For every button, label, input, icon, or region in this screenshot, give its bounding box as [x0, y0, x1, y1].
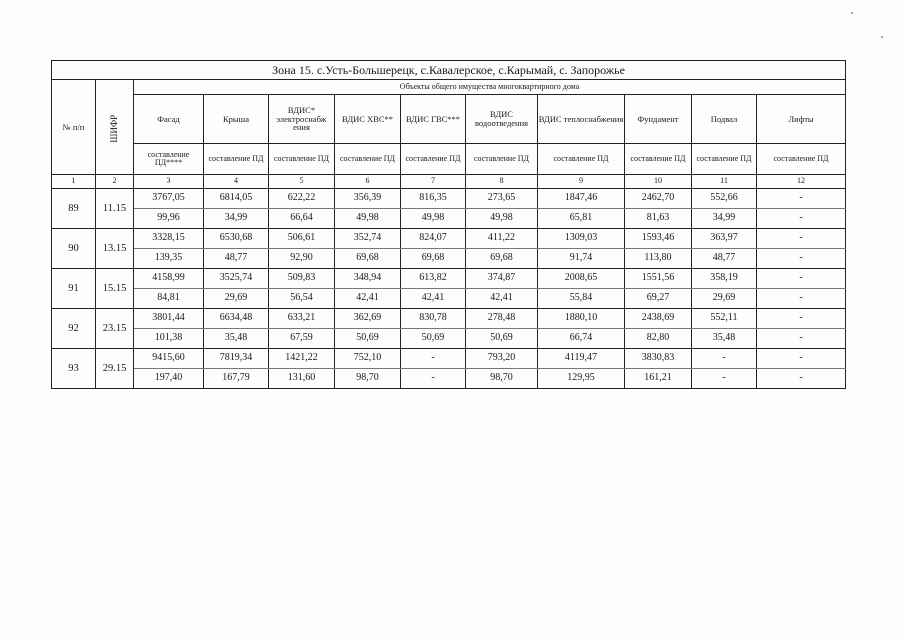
row-number: 92	[52, 309, 96, 349]
design-value: -	[757, 249, 846, 269]
cost-value: 1880,10	[538, 309, 625, 329]
cost-value: 352,74	[335, 229, 401, 249]
design-value: -	[757, 289, 846, 309]
design-value: 92,90	[269, 249, 335, 269]
design-value: 69,68	[335, 249, 401, 269]
design-value: -	[757, 369, 846, 389]
design-value: 131,60	[269, 369, 335, 389]
cost-value: 1847,46	[538, 189, 625, 209]
cost-value: 2438,69	[625, 309, 692, 329]
design-value: 98,70	[335, 369, 401, 389]
column-subheader: составление ПД****	[134, 144, 204, 175]
cost-value: -	[757, 309, 846, 329]
design-value: 50,69	[466, 329, 538, 349]
column-index: 9	[538, 175, 625, 189]
cost-value: 374,87	[466, 269, 538, 289]
table-title: Зона 15. с.Усть-Большерецк, с.Кавалерское, с.Карымай, с. Запорожье	[52, 61, 846, 80]
cost-value: 363,97	[692, 229, 757, 249]
design-value: 56,54	[269, 289, 335, 309]
cost-value: 622,22	[269, 189, 335, 209]
cost-value: 9415,60	[134, 349, 204, 369]
column-index: 5	[269, 175, 335, 189]
column-header: ВДИС ХВС**	[335, 95, 401, 144]
column-header: Подвал	[692, 95, 757, 144]
design-value: 67,59	[269, 329, 335, 349]
design-value: 99,96	[134, 209, 204, 229]
column-index-row	[52, 175, 846, 189]
column-subheader: составление ПД	[692, 144, 757, 175]
cost-value: -	[757, 349, 846, 369]
cost-value: 816,35	[401, 189, 466, 209]
cost-value: 3328,15	[134, 229, 204, 249]
cost-value: 273,65	[466, 189, 538, 209]
cost-value: 506,61	[269, 229, 335, 249]
column-index: 3	[134, 175, 204, 189]
cost-value: 6634,48	[204, 309, 269, 329]
design-value: 69,68	[401, 249, 466, 269]
cost-value: 1309,03	[538, 229, 625, 249]
row-number: 91	[52, 269, 96, 309]
column-header: ВДИС водоотведения	[466, 95, 538, 144]
design-value: 81,63	[625, 209, 692, 229]
row-cipher: 13.15	[96, 229, 134, 269]
cost-value: 824,07	[401, 229, 466, 249]
cost-value: 3830,83	[625, 349, 692, 369]
cost-value: 7819,34	[204, 349, 269, 369]
design-value: 42,41	[466, 289, 538, 309]
column-header: ВДИС* электроснабж ения	[269, 95, 335, 144]
design-value: 50,69	[401, 329, 466, 349]
cost-value: 1593,46	[625, 229, 692, 249]
column-subheader: составление ПД	[269, 144, 335, 175]
cost-value: 278,48	[466, 309, 538, 329]
row-cipher: 11.15	[96, 189, 134, 229]
cost-value: -	[757, 269, 846, 289]
design-value: 69,68	[466, 249, 538, 269]
row-cipher: 15.15	[96, 269, 134, 309]
cost-value: -	[401, 349, 466, 369]
design-value: 34,99	[692, 209, 757, 229]
cost-value: 1551,56	[625, 269, 692, 289]
row-cipher: 23.15	[96, 309, 134, 349]
design-value: 42,41	[401, 289, 466, 309]
cost-value: 613,82	[401, 269, 466, 289]
scan-speck	[851, 12, 853, 14]
design-value: 113,80	[625, 249, 692, 269]
cost-value: -	[757, 229, 846, 249]
design-value: 49,98	[466, 209, 538, 229]
cost-value: 3525,74	[204, 269, 269, 289]
table-body	[52, 189, 846, 389]
column-header: Крыша	[204, 95, 269, 144]
design-value: -	[401, 369, 466, 389]
column-header: ВДИС теплоснабжения	[538, 95, 625, 144]
design-value: 197,40	[134, 369, 204, 389]
column-index: 10	[625, 175, 692, 189]
design-value: 35,48	[204, 329, 269, 349]
design-value: -	[692, 369, 757, 389]
cost-value: 362,69	[335, 309, 401, 329]
design-value: 69,27	[625, 289, 692, 309]
cost-value: -	[757, 189, 846, 209]
design-value: 55,84	[538, 289, 625, 309]
column-index: 1	[52, 175, 96, 189]
design-value: 49,98	[401, 209, 466, 229]
cost-value: 2462,70	[625, 189, 692, 209]
row-number: 90	[52, 229, 96, 269]
cost-value: 6530,68	[204, 229, 269, 249]
property-works-table	[51, 60, 846, 389]
cipher-header-label: ШИФР	[108, 114, 119, 143]
table-row	[52, 229, 846, 249]
column-subheader: составление ПД	[757, 144, 846, 175]
table-row	[52, 369, 846, 389]
design-value: 139,35	[134, 249, 204, 269]
row-number: 89	[52, 189, 96, 229]
column-subheader: составление ПД	[335, 144, 401, 175]
column-index: 2	[96, 175, 134, 189]
cost-value: 752,10	[335, 349, 401, 369]
column-header: Фундамент	[625, 95, 692, 144]
cost-value: 509,83	[269, 269, 335, 289]
cost-value: 2008,65	[538, 269, 625, 289]
scan-speck	[881, 36, 883, 38]
column-index: 4	[204, 175, 269, 189]
table-row	[52, 349, 846, 369]
column-subheader: составление ПД	[401, 144, 466, 175]
column-subheader: составление ПД	[625, 144, 692, 175]
design-value: 48,77	[692, 249, 757, 269]
column-subheader: составление ПД	[538, 144, 625, 175]
cost-value: 6814,05	[204, 189, 269, 209]
column-index: 11	[692, 175, 757, 189]
table-row	[52, 249, 846, 269]
design-value: 48,77	[204, 249, 269, 269]
column-header-row	[52, 95, 846, 144]
subheader-row	[52, 144, 846, 175]
design-value: 91,74	[538, 249, 625, 269]
cost-value: 830,78	[401, 309, 466, 329]
cost-value: 633,21	[269, 309, 335, 329]
cost-value: 348,94	[335, 269, 401, 289]
design-value: -	[757, 329, 846, 349]
design-value: 66,64	[269, 209, 335, 229]
table-row	[52, 289, 846, 309]
design-value: 84,81	[134, 289, 204, 309]
design-value: 66,74	[538, 329, 625, 349]
row-number: 93	[52, 349, 96, 389]
table-row	[52, 269, 846, 289]
design-value: 50,69	[335, 329, 401, 349]
objects-group-header: Объекты общего имущества многоквартирного дома	[134, 80, 846, 95]
cost-value: 358,19	[692, 269, 757, 289]
column-index: 8	[466, 175, 538, 189]
cost-value: 3767,05	[134, 189, 204, 209]
cost-value: 4119,47	[538, 349, 625, 369]
column-subheader: составление ПД	[466, 144, 538, 175]
design-value: 82,80	[625, 329, 692, 349]
design-value: 98,70	[466, 369, 538, 389]
cost-value: 552,11	[692, 309, 757, 329]
design-value: 167,79	[204, 369, 269, 389]
table-row	[52, 309, 846, 329]
design-value: 29,69	[204, 289, 269, 309]
design-value: 161,21	[625, 369, 692, 389]
design-value: 34,99	[204, 209, 269, 229]
table-row	[52, 209, 846, 229]
design-value: 129,95	[538, 369, 625, 389]
design-value: 65,81	[538, 209, 625, 229]
column-index: 12	[757, 175, 846, 189]
cost-value: 1421,22	[269, 349, 335, 369]
column-index: 6	[335, 175, 401, 189]
design-value: 35,48	[692, 329, 757, 349]
design-value: 49,98	[335, 209, 401, 229]
cost-value: 356,39	[335, 189, 401, 209]
column-index: 7	[401, 175, 466, 189]
cost-value: 552,66	[692, 189, 757, 209]
row-cipher: 29.15	[96, 349, 134, 389]
cost-value: 3801,44	[134, 309, 204, 329]
design-value: 42,41	[335, 289, 401, 309]
cost-value: 411,22	[466, 229, 538, 249]
cost-value: 4158,99	[134, 269, 204, 289]
cipher-header	[96, 80, 134, 175]
design-value: 29,69	[692, 289, 757, 309]
column-header: Фасад	[134, 95, 204, 144]
row-number-header: № п/п	[52, 80, 96, 175]
table-row	[52, 329, 846, 349]
design-value: -	[757, 209, 846, 229]
column-header: ВДИС ГВС***	[401, 95, 466, 144]
column-subheader: составление ПД	[204, 144, 269, 175]
design-value: 101,38	[134, 329, 204, 349]
column-header: Лифты	[757, 95, 846, 144]
table-row	[52, 189, 846, 209]
cost-value: -	[692, 349, 757, 369]
cost-value: 793,20	[466, 349, 538, 369]
